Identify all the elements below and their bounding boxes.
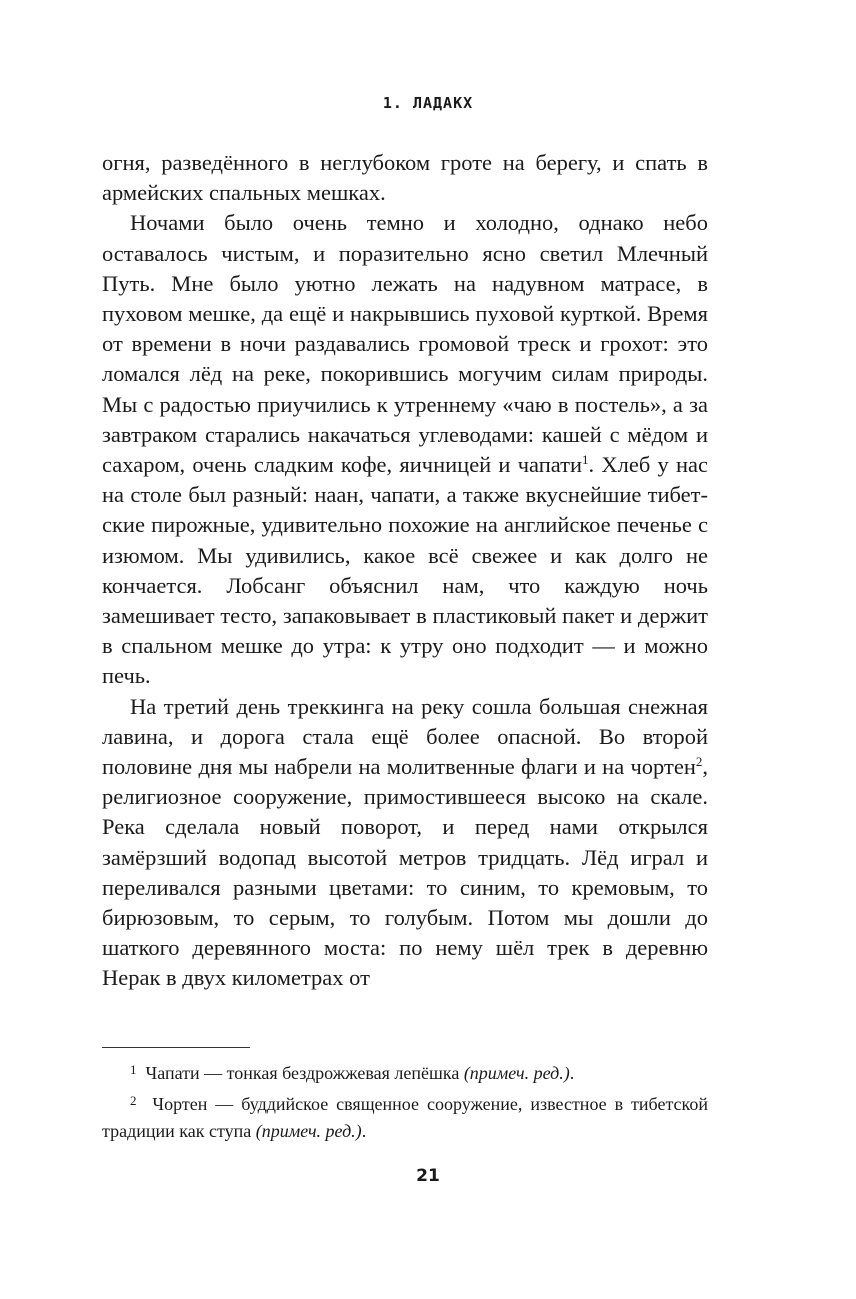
footnote-2-number: 2 (130, 1093, 137, 1108)
footnote-1-editor-note: (примеч. ред.) (463, 1063, 570, 1083)
footnote-ref-1[interactable]: 1 (582, 452, 589, 468)
footnote-ref-2[interactable]: 2 (695, 754, 703, 770)
paragraph-1-text: огня, разведённого в неглубоком гроте на берегу, и спать в армейских спальных мешках. (102, 150, 708, 206)
footnote-1-text: Чапати — тонкая бездрожжевая лепёшка (145, 1063, 460, 1083)
footnotes (102, 1056, 708, 1145)
page-number: 21 (416, 1166, 440, 1186)
footnote-2-text: Чортен — буддийское священное сооружение, известное в тибетской традиции как ступа (102, 1094, 708, 1141)
paragraph-3 (102, 692, 708, 994)
footnote-2 (102, 1087, 708, 1145)
footnote-2-editor-note: (примеч. ред.) (255, 1121, 362, 1141)
paragraph-2 (102, 208, 708, 691)
footnote-2-end: . (361, 1121, 367, 1141)
paragraph-2-text-a: Ночами было очень темно и холодно, однако небо оставалось чистым, и поразительно ясно светил Млечный Путь. Мне было уютно лежать на надувном матрасе, в пуховом мешке, да ещё и накрывшись пуховой курткой. Время от времени в ночи раздавались громовой треск и грохот: это ломался лёд на реке, покорившись могучим силам природы. Мы с радостью приучились к утреннему «чаю в постель», а за завтраком старались накачаться углеводами: кашей с мёдом и сахаром, очень сладким кофе, яичницей и чапати (102, 210, 708, 478)
paragraph-2-text-b: . Хлеб у нас на столе был разный: наан, чапати, а также вкуснейшие тибетские пирожные, удивительно похожие на английское печенье с изюмом. Мы удивились, какое всё свежее и как долго не кончается. Лобсанг объяснил нам, что каждую ночь замешивает тесто, запаковывает в пластиковый пакет и держит в спальном мешке до утра: к утру оно подходит — и можно печь. (102, 452, 708, 689)
running-head: 1. ЛАДАКХ (382, 94, 474, 112)
main-text (102, 148, 708, 994)
footnote-1 (102, 1056, 708, 1087)
paragraph-1 (102, 148, 708, 208)
footnote-1-end: . (569, 1063, 575, 1083)
footnote-divider (102, 1047, 250, 1048)
paragraph-3-text-b: , религиозное сооружение, примостившееся высоко на скале. Река сделала новый поворот, и перед нами открылся замёрзший водопад высотой метров тридцать. Лёд играл и переливался разными цветами: то синим, то кремовым, то бирюзовым, то серым, то голубым. Потом мы дошли до шаткого деревянного моста: по нему шёл трек в деревню Нерак в двух километрах от (102, 754, 708, 991)
paragraph-3-text-a: На третий день треккинга на реку сошла большая снежная лавина, и дорога стала ещё более опасной. Во второй половине дня мы набрели на молитвенные флаги и на чортен (102, 693, 708, 780)
footnote-1-number: 1 (130, 1062, 137, 1077)
